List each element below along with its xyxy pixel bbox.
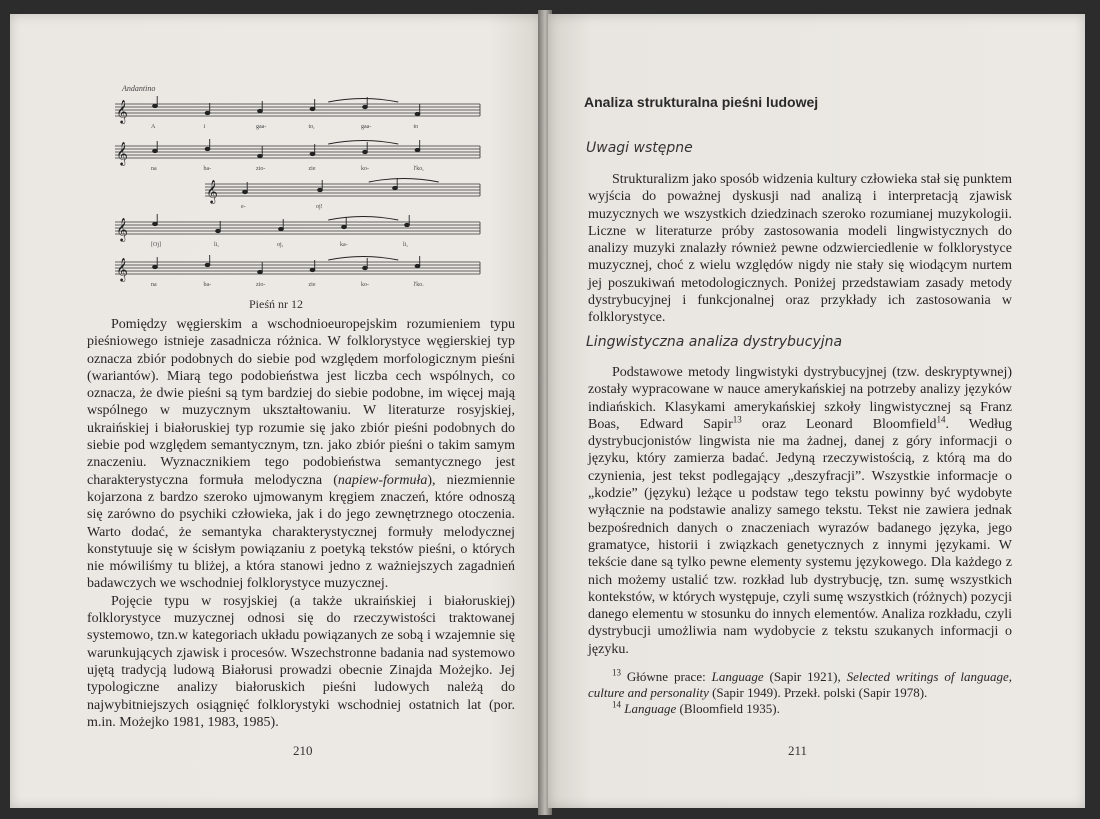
lyric-syllable: gaa- (361, 124, 372, 130)
note-head (153, 222, 158, 225)
note-head (393, 186, 398, 189)
footnote-ref[interactable]: 14 (936, 414, 946, 425)
lyric-syllable: ba- (203, 282, 212, 288)
lyric-syllable: ka- (340, 242, 348, 248)
lyric-syllable: [Oj] (151, 242, 161, 248)
lyric-syllable: l'ko, (413, 166, 424, 172)
slur (328, 141, 398, 145)
treble-clef-icon: 𝄞 (116, 217, 128, 241)
note-head (258, 270, 263, 273)
lyric-syllable: ba- (203, 166, 212, 172)
left-page (10, 14, 542, 808)
slur (328, 257, 398, 261)
tempo-marking: Andantino (122, 84, 156, 93)
note-head (258, 154, 263, 157)
footnote-ref[interactable]: 13 (732, 414, 742, 425)
section-text (588, 171, 1012, 327)
note-head (405, 223, 410, 226)
lyric-syllable: i (203, 124, 206, 130)
footnote: $^{14}$ Language (Bloomfield 1935). (612, 699, 780, 716)
note-head (153, 104, 158, 107)
lyric-syllable: zio- (256, 282, 266, 288)
paragraph: Pomiędzy węgierskim a wschodnioeuropejskim rozumieniem typu pieśniowego istnieje zasadnicza różnica. W folklorystyce węgierskiej typ oznacza zbiór podobnych do siebie pod względem morfologicznym pieśni (wariantów). Miarą tego podobieństwa jest liczba cech wspólnych, co oznacza, że dwie pieśni są tym bardziej do siebie podobne, im więcej mają wspólnego w muzycznym ukształtowaniu. W literaturze rosyjskiej, ukraińskiej i białoruskiej typ rozumie się jako zbiór pieśni podobnych do siebie pod względem semantycznym, tzn. jako zbiór pieśni o takim samym znaczeniu. Wyznacznikiem tego podobieństwa semantycznego jest charakterystyczna formuła melodyczna (napiew-formuła), niezmiennie kojarzona z bardzo szeroko ujmowanym kręgiem znaczeń, które odnoszą się zarówno do psychiki człowieka, jak i do jego zewnętrznego otoczenia. Warto dodać, że semantyka charakterystycznej formuły melodycznej konstytuuje się w ścisłym powiązaniu z poetyką tekstów pieśni, o których nie mówiliśmy tu bliżej, a która stanowi jedno z ważniejszych zagadnień badawczych we wschodniej folklorystyce muzycznej. (87, 317, 515, 592)
treble-clef-icon: 𝄞 (116, 99, 128, 123)
note-head (415, 148, 420, 151)
slur (369, 179, 439, 183)
lyric-syllable: to (413, 124, 419, 130)
paragraph: Pojęcie typu w rosyjskiej (a także ukraińskiej i białoruskiej) folklorystyce muzycznej odnosi się do rzeczywistości traktowanej systemowo, tzn.w kategoriach układu powiązanych ze sobą i wzajemnie się warunkujących zjawisk i procesów. Wszechstronne badania nad systemowo ujętą tradycją ludową Białorusi prowadzi obecnie Zinajda Możejko. Jej typologiczne analizy białoruskich pieśni ludowych należą do najwybitniejszych osiągnięć folklorystyki wschodniej ostatnich lat (por. m.in. Możejko 1981, 1983, 1985). (87, 593, 515, 730)
treble-clef-icon: 𝄞 (206, 179, 218, 203)
slur (328, 99, 398, 103)
lyric-syllable: A (151, 124, 156, 130)
note-head (415, 264, 420, 267)
note-head (205, 111, 210, 114)
section-text (588, 364, 1012, 658)
section-heading: Uwagi wstępne (586, 140, 693, 156)
lyric-syllable: gaa- (256, 124, 267, 130)
page-number-right: 211 (788, 743, 808, 758)
slur (328, 217, 398, 221)
lyric-syllable: e- (241, 204, 246, 210)
note-head (153, 149, 158, 152)
note-head (205, 147, 210, 150)
footnotes (588, 669, 1012, 717)
note-head (205, 263, 210, 266)
left-body-text (87, 316, 515, 731)
lyric-syllable: oj! (316, 204, 323, 210)
note-head (310, 152, 315, 155)
note-head (279, 227, 284, 230)
lyric-syllable: li, (403, 242, 408, 248)
note-head (415, 112, 420, 115)
lyric-syllable: l'ko. (413, 282, 424, 288)
lyric-syllable: zio- (256, 166, 266, 172)
footnote: $^{13}$ Główne prace: Language (Sapir 1921), Selected writings of language, culture and personality (Sapir 1949). Przekł. polski (Sapir 1978). (588, 667, 1012, 700)
note-head (243, 190, 248, 193)
note-head (216, 229, 221, 232)
note-head (363, 266, 368, 269)
lyric-syllable: oj, (277, 242, 284, 248)
lyric-syllable: zie (308, 282, 316, 288)
lyric-syllable: zie (308, 166, 316, 172)
right-page (548, 14, 1085, 808)
example-caption: Pieśń nr 12 (249, 297, 303, 311)
treble-clef-icon: 𝄞 (116, 141, 128, 165)
note-head (318, 188, 323, 191)
lyric-syllable: ko- (361, 282, 369, 288)
music-notation (110, 86, 490, 318)
note-head (310, 268, 315, 271)
note-head (363, 105, 368, 108)
note-head (310, 107, 315, 110)
lyric-syllable: li, (214, 242, 219, 248)
note-head (342, 225, 347, 228)
paragraph: Strukturalizm jako sposób widzenia kultury człowieka stał się punktem wyjścia do poważnej dyskusji nad analizą i interpretacją zjawisk muzycznych we wszystkich dziedzinach szeroko rozumianej muzykologii. Liczne w literaturze próby zastosowania modeli lingwistycznych do analizy muzyki znalazły również pewne odzwierciedlenie w folklorystyce muzycznej, choć z wielu względów nigdy nie stały się wiodącym nurtem jej poszukiwań metodologicznych. Poniżej przedstawiam zasady metody dystrybucyjnej i funkcjonalnej oraz przykłady ich zastosowania w folklorystyce. (588, 172, 1012, 326)
note-head (258, 109, 263, 112)
lyric-syllable: na (151, 282, 157, 288)
lyric-syllable: ko- (361, 166, 369, 172)
chapter-heading: Analiza strukturalna pieśni ludowej (584, 94, 819, 110)
note-head (363, 150, 368, 153)
note-head (153, 265, 158, 268)
page-number-left: 210 (293, 743, 313, 758)
lyric-syllable: na (151, 166, 157, 172)
paragraph: Podstawowe metody lingwistyki dystrybucyjnej (tzw. deskryptywnej) zostały wypracowane w nauce amerykańskiej na potrzeby analizy języków indiańskich. Klasykami amerykańskiej szkoły lingwistycznej są Franz Boas, Edward Sapir$^{13}$ oraz Leonard Bloomfield$^{14}$. Według dystrybucjonistów lingwista nie ma żadnej, danej z góry informacji o języku, który zamierza badać. Jedyną rzeczywistością, z którą ma do czynienia, jest tekst podlegający „deszyfracji”. Wszystkie informacje o „kodzie” (języku) leżące u podstaw tego tekstu powinny być wydobyte wyłącznie na podstawie analizy samego tekstu. Tekst nie zawiera jednak bezpośrednich danych o znaczeniach wyrazów badanego języka, jego gramatyce, historii i związkach genetycznych z innymi językami. W tekście dane są tylko pewne elementy systemu językowego. Dla każdego z nich możemy ustalić tzw. rozkład lub dystrybucję, tzn. sumę wszystkich kontekstów, w których występuje, czyli sumę wszystkich (różnych) pozycji danego elementu w stosunku do innych elementów. Analiza rozkładu, czyli dystrybucji umożliwia nam wydobycie z tekstu szukanych informacji o języku. (588, 365, 1013, 657)
section-heading: Lingwistyczna analiza dystrybucyjna (586, 334, 843, 350)
lyric-syllable: to, (308, 124, 315, 130)
treble-clef-icon: 𝄞 (116, 257, 128, 281)
